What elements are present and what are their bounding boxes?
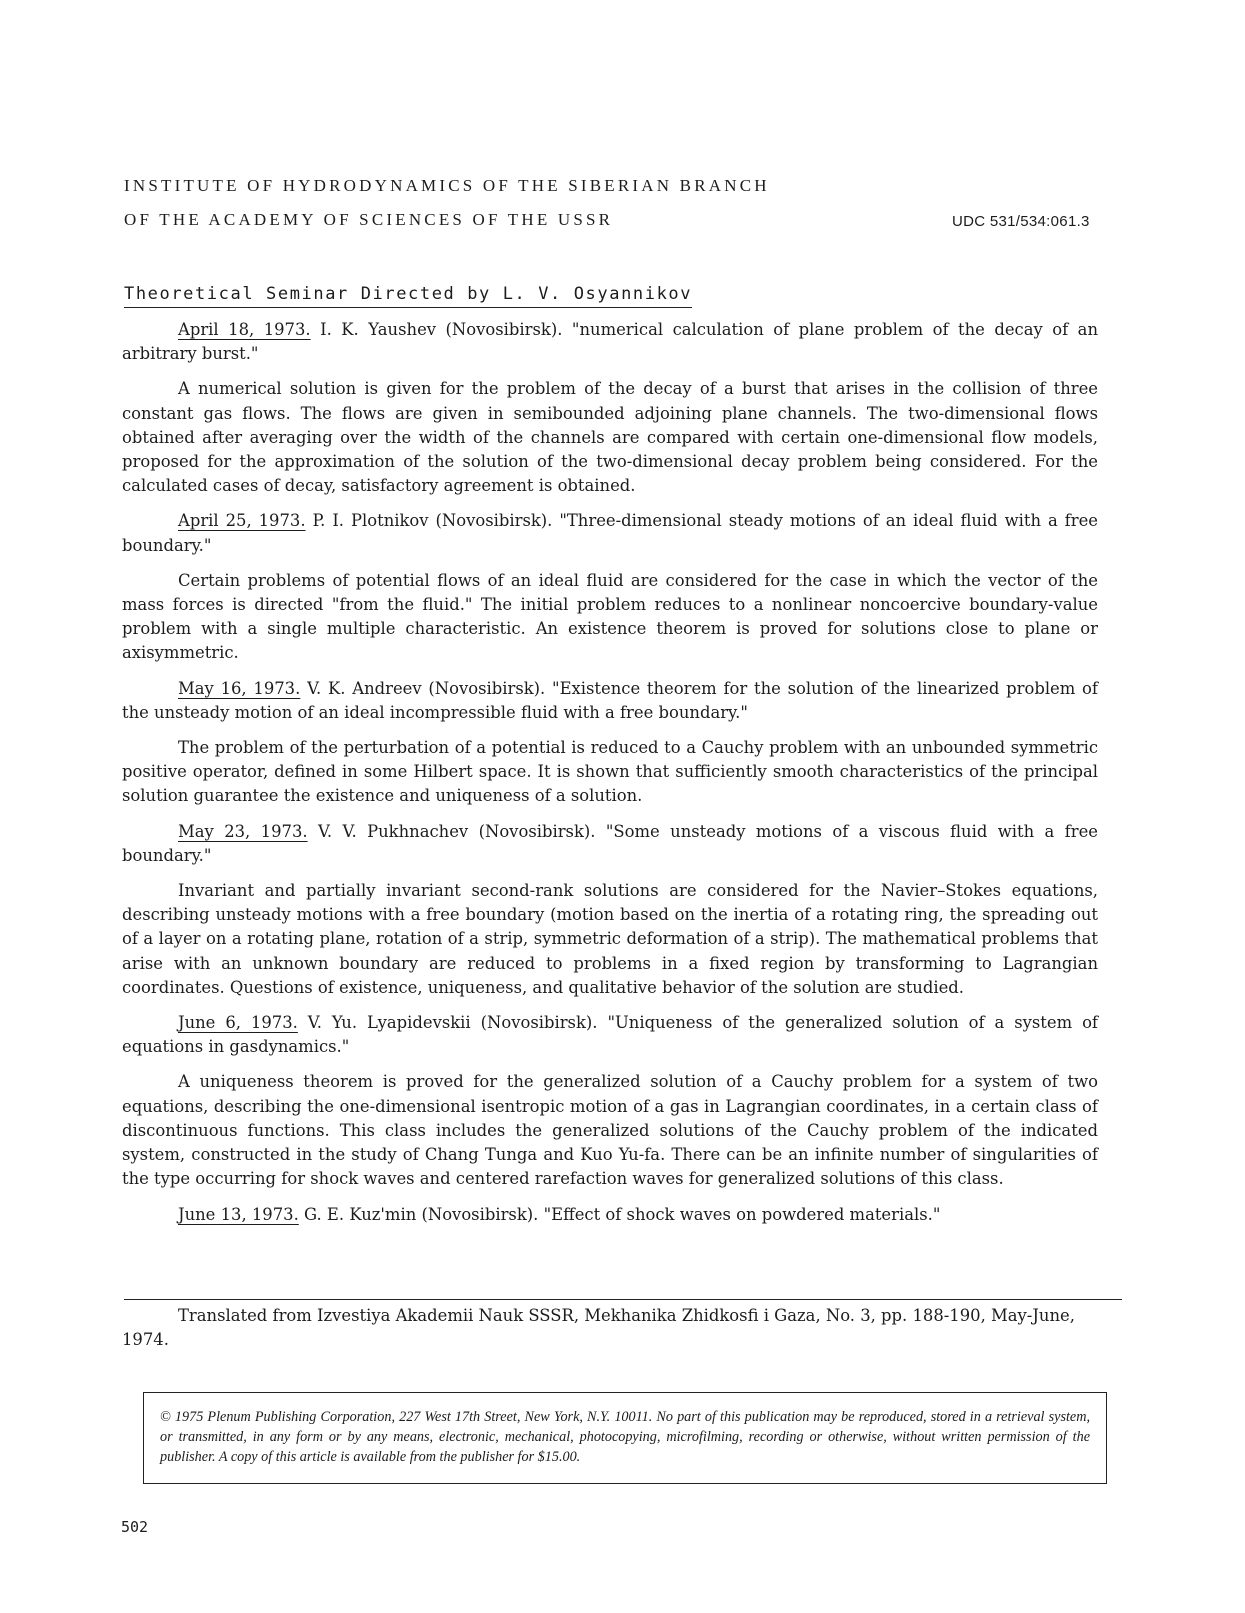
entry-heading [122,318,1098,366]
entry-date: April 18, 1973. [178,320,311,339]
entry-abstract: A numerical solution is given for the problem of the decay of a burst that arises in the collision of three constant gas flows. The flows are given in semibounded adjoining plane channels. The two-dimensional flows obtained after averaging over the width of the channels are compared with certain one-dimensional flow models, proposed for the approximation of the solution of the two-dimensional decay problem being considered. For the calculated cases of decay, satisfactory agreement is obtained. [122,379,1098,496]
entry-heading [122,1203,1098,1227]
copyright-box [143,1392,1107,1484]
entry-abstract: Certain problems of potential flows of an ideal fluid are considered for the case in which the vector of the mass forces is directed "from the fluid." The initial problem reduces to a nonlinear noncoercive boundary-value problem with a single multiple characteristic. An existence theorem is proved for solutions close to plane or axisymmetric. [122,570,1098,663]
footnote-divider [124,1299,1122,1300]
entry-date: May 16, 1973. [178,678,301,698]
entry-title: I. K. Yaushev (Novosibirsk). "numerical calculation of plane problem of the decay of an arbitrary burst." [122,320,1098,364]
entry-date: May 23, 1973. [178,821,308,841]
entry-heading [122,509,1098,557]
translation-note: Translated from Izvestiya Akademii Nauk SSSR, Mekhanika Zhidkosfi i Gaza, No. 3, pp. 188-190, May-June, 1974. [122,1306,1075,1350]
entry-title: V. V. Pukhnachev (Novosibirsk). "Some unsteady motions of a viscous fluid with a free boundary." [122,821,1098,865]
institute-line-2: OF THE ACADEMY OF SCIENCES OF THE USSR [124,210,614,229]
entry-heading [122,1011,1098,1059]
entry-date: June 13, 1973. [178,1204,299,1224]
entry-abstract: Invariant and partially invariant second-rank solutions are considered for the Navier–Stokes equations, describing unsteady motions with a free boundary (motion based on the inertia of a rotating ring, the spreading out of a layer on a rotating plane, rotation of a strip, symmetric deformation of a strip). The mathematical problems that arise with an unknown boundary are reduced to problems in a fixed region by transforming to Lagrangian coordinates. Questions of existence, uniqueness, and qualitative behavior of the solution are studied. [122,881,1098,997]
page-number: 502 [121,1518,149,1536]
entry-title: G. E. Kuz'min (Novosibirsk). "Effect of shock waves on powdered materials." [298,1204,941,1224]
seminar-title: Theoretical Seminar Directed by L. V. Osyannikov [124,284,692,308]
entry-abstract: The problem of the perturbation of a potential is reduced to a Cauchy problem with an unbounded symmetric positive operator, defined in some Hilbert space. It is shown that sufficiently smooth characteristics of the principal solution guarantee the existence and uniqueness of a solution. [122,738,1098,806]
entry-date: April 25, 1973. [178,511,306,531]
entry-title: V. K. Andreev (Novosibirsk). "Existence theorem for the solution of the linearized problem of the unsteady motion of an ideal incompressible fluid with a free boundary." [122,678,1098,722]
entry-title: P. I. Plotnikov (Novosibirsk). "Three-dimensional steady motions of an ideal fluid with a free boundary." [122,511,1098,555]
copyright-notice: © 1975 Plenum Publishing Corporation, 227 West 17th Street, New York, N.Y. 10011. No part of this publication may be reproduced, stored in a retrieval system, or transmitted, in any form or by any means, electronic, mechanical, photocopying, microfilming, recording or otherwise, without written permission of the publisher. A copy of this article is available from the publisher for $15.00. [160,1409,1090,1465]
institute-line-1: INSTITUTE OF HYDRODYNAMICS OF THE SIBERIAN BRANCH [124,176,770,195]
entry-title: V. Yu. Lyapidevskii (Novosibirsk). "Uniqueness of the generalized solution of a system of equations in gasdynamics." [122,1013,1099,1057]
entry-heading [122,677,1098,725]
entry-abstract: A uniqueness theorem is proved for the generalized solution of a Cauchy problem for a system of two equations, describing the one-dimensional isentropic motion of a gas in Lagrangian coordinates, in a certain class of discontinuous functions. This class includes the generalized solutions of the Cauchy problem of the indicated system, constructed in the study of Chang Tunga and Kuo Yu-fa. There can be an infinite number of singularities of the type occurring for shock waves and centered rarefaction waves for generalized solutions of this class. [122,1072,1098,1189]
udc-code: UDC 531/534:061.3 [952,213,1090,230]
seminar-entries [122,318,1098,1227]
entry-date: June 6, 1973. [178,1013,298,1033]
entry-heading [122,820,1098,868]
